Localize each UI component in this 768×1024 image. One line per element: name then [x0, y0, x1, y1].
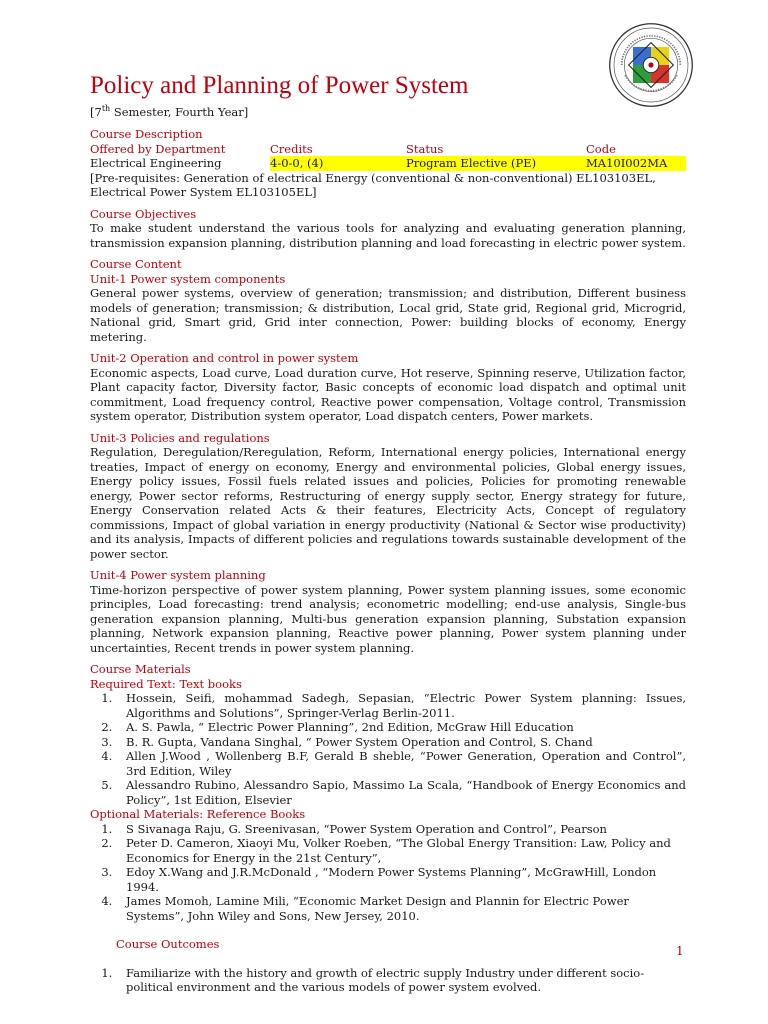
unit-1-title: Unit-1 Power system components: [90, 271, 286, 286]
list-item: 3. B. R. Gupta, Vandana Singhal, “ Power System Operation and Control, S. Chand: [116, 735, 686, 750]
header-department: Offered by Department: [90, 141, 226, 156]
semester-info: [7th Semester, Fourth Year]: [90, 104, 249, 119]
header-code: Code: [586, 141, 616, 156]
prerequisites: [Pre-requisites: Generation of electrical Energy (conventional & non-conventional) EL103103EL, Electrical Power System EL103105EL]: [90, 170, 656, 199]
list-item: 1. Hossein, Seifi, mohammad Sadegh, Sepasian, “Electric Power System planning: Issues, Algorithms and Solutions”, Springer-Verlag Berlin-2011.: [116, 691, 686, 720]
list-item: 2. Peter D. Cameron, Xiaoyi Mu, Volker Roeben, “The Global Energy Transition: Law, Policy and Economics for Energy in the 21st Century”,: [116, 836, 686, 865]
unit-1-text: General power systems, overview of generation; transmission; and distribution, Different business models of generation; transmission; & distribution, Local grid, State grid, Regional grid, Microgrid, National grid, Smart grid, Grid inter connection, Power: building blocks of economy, Energy metering.: [90, 286, 686, 344]
unit-2-text: Economic aspects, Load curve, Load duration curve, Hot reserve, Spinning reserve, Utilization factor, Plant capacity factor, Diversity factor, Basic concepts of economic load dispatch and optimal unit commitment, Load frequency control, Reactive power compensation, Voltage control, Transmission system operator, Distribution system operator, Load dispatch centers, Power markets.: [90, 365, 686, 423]
value-credits: 4-0-0, (4): [270, 156, 406, 171]
course-content: [90, 127, 686, 995]
header-status: Status: [406, 141, 444, 156]
unit-4-text: Time-horizon perspective of power system planning, Power system planning issues, some economic principles, Load forecasting: trend analysis; econometric modelling; end-use analysis, Single-bus generation expansion planning, Multi-bus generation expansion planning, Substation expansion planning, Network expansion planning, Reactive power planning, Power system planning under uncertainties, Recent trends in power system planning.: [90, 582, 686, 655]
header-credits: Credits: [270, 141, 313, 156]
course-objectives-text: To make student understand the various tools for analyzing and evaluating generation planning, transmission expansion planning, distribution planning and load forecasting in electric power system.: [90, 221, 686, 250]
unit-2-title: Unit-2 Operation and control in power system: [90, 351, 359, 365]
reference-books-list: [90, 822, 686, 924]
list-item: 5. Alessandro Rubino, Alessandro Sapio, Massimo La Scala, “Handbook of Energy Economics and Policy”, 1st Edition, Elsevier: [116, 778, 686, 807]
list-item: 3. Edoy X.Wang and J.R.McDonald , “Modern Power Systems Planning”, McGrawHill, London 1994.: [116, 865, 686, 894]
required-books-list: [90, 691, 686, 807]
value-code: MA10I002MA: [586, 156, 686, 171]
course-materials-label: Course Materials: [90, 662, 191, 676]
value-department: Electrical Engineering: [90, 156, 222, 170]
unit-3-title: Unit-3 Policies and regulations: [90, 430, 270, 445]
page-number: 1: [676, 944, 684, 958]
course-content-label: Course Content: [90, 257, 182, 271]
list-item: 2. A. S. Pawla, “ Electric Power Planning”, 2nd Edition, McGraw Hill Education: [116, 720, 686, 735]
page-title: Policy and Planning of Power System: [90, 72, 469, 99]
list-item: 4. Allen J.Wood , Wollenberg B.F, Gerald B sheble, “Power Generation, Operation and Control”, 3rd Edition, Wiley: [116, 749, 686, 778]
course-info-headers: [90, 142, 686, 157]
value-status: Program Elective (PE): [406, 156, 586, 171]
list-item: 4. James Momoh, Lamine Mili, “Economic Market Design and Plannin for Electric Power Systems”, John Wiley and Sons, New Jersey, 2010.: [116, 894, 686, 923]
institute-seal-logo: [608, 22, 694, 108]
required-text-label: Required Text: Text books: [90, 676, 242, 691]
unit-4-title: Unit-4 Power system planning: [90, 568, 266, 582]
course-objectives-label: Course Objectives: [90, 206, 197, 221]
list-item: 1. Familiarize with the history and growth of electric supply Industry under different socio-political environment and the various models of power system evolved.: [116, 966, 686, 995]
course-outcomes-list: [90, 966, 686, 995]
course-info-values: [90, 156, 686, 171]
course-description-label: Course Description: [90, 127, 203, 141]
course-outcomes-label: Course Outcomes: [116, 937, 220, 951]
optional-materials-label: Optional Materials: Reference Books: [90, 807, 306, 821]
unit-3-text: Regulation, Deregulation/Reregulation, Reform, International energy policies, International energy treaties, Impact of energy on economy, Energy and environmental policies, Global energy issues, Energy policy issues, Fossil fuels related issues and policies, Policies for promoting renewable energy, Power sector reforms, Restructuring of energy supply sector, Energy strategy for future, Energy Conservation related Acts & their features, Electricity Acts, Concept of regulatory commissions, Impact of global variation in energy productivity (National & Sector wise productivity) and its analysis, Impacts of different policies and regulations towards sustainable development of the power sector.: [90, 445, 686, 561]
list-item: 1. S Sivanaga Raju, G. Sreenivasan, “Power System Operation and Control”, Pearson: [116, 822, 686, 837]
